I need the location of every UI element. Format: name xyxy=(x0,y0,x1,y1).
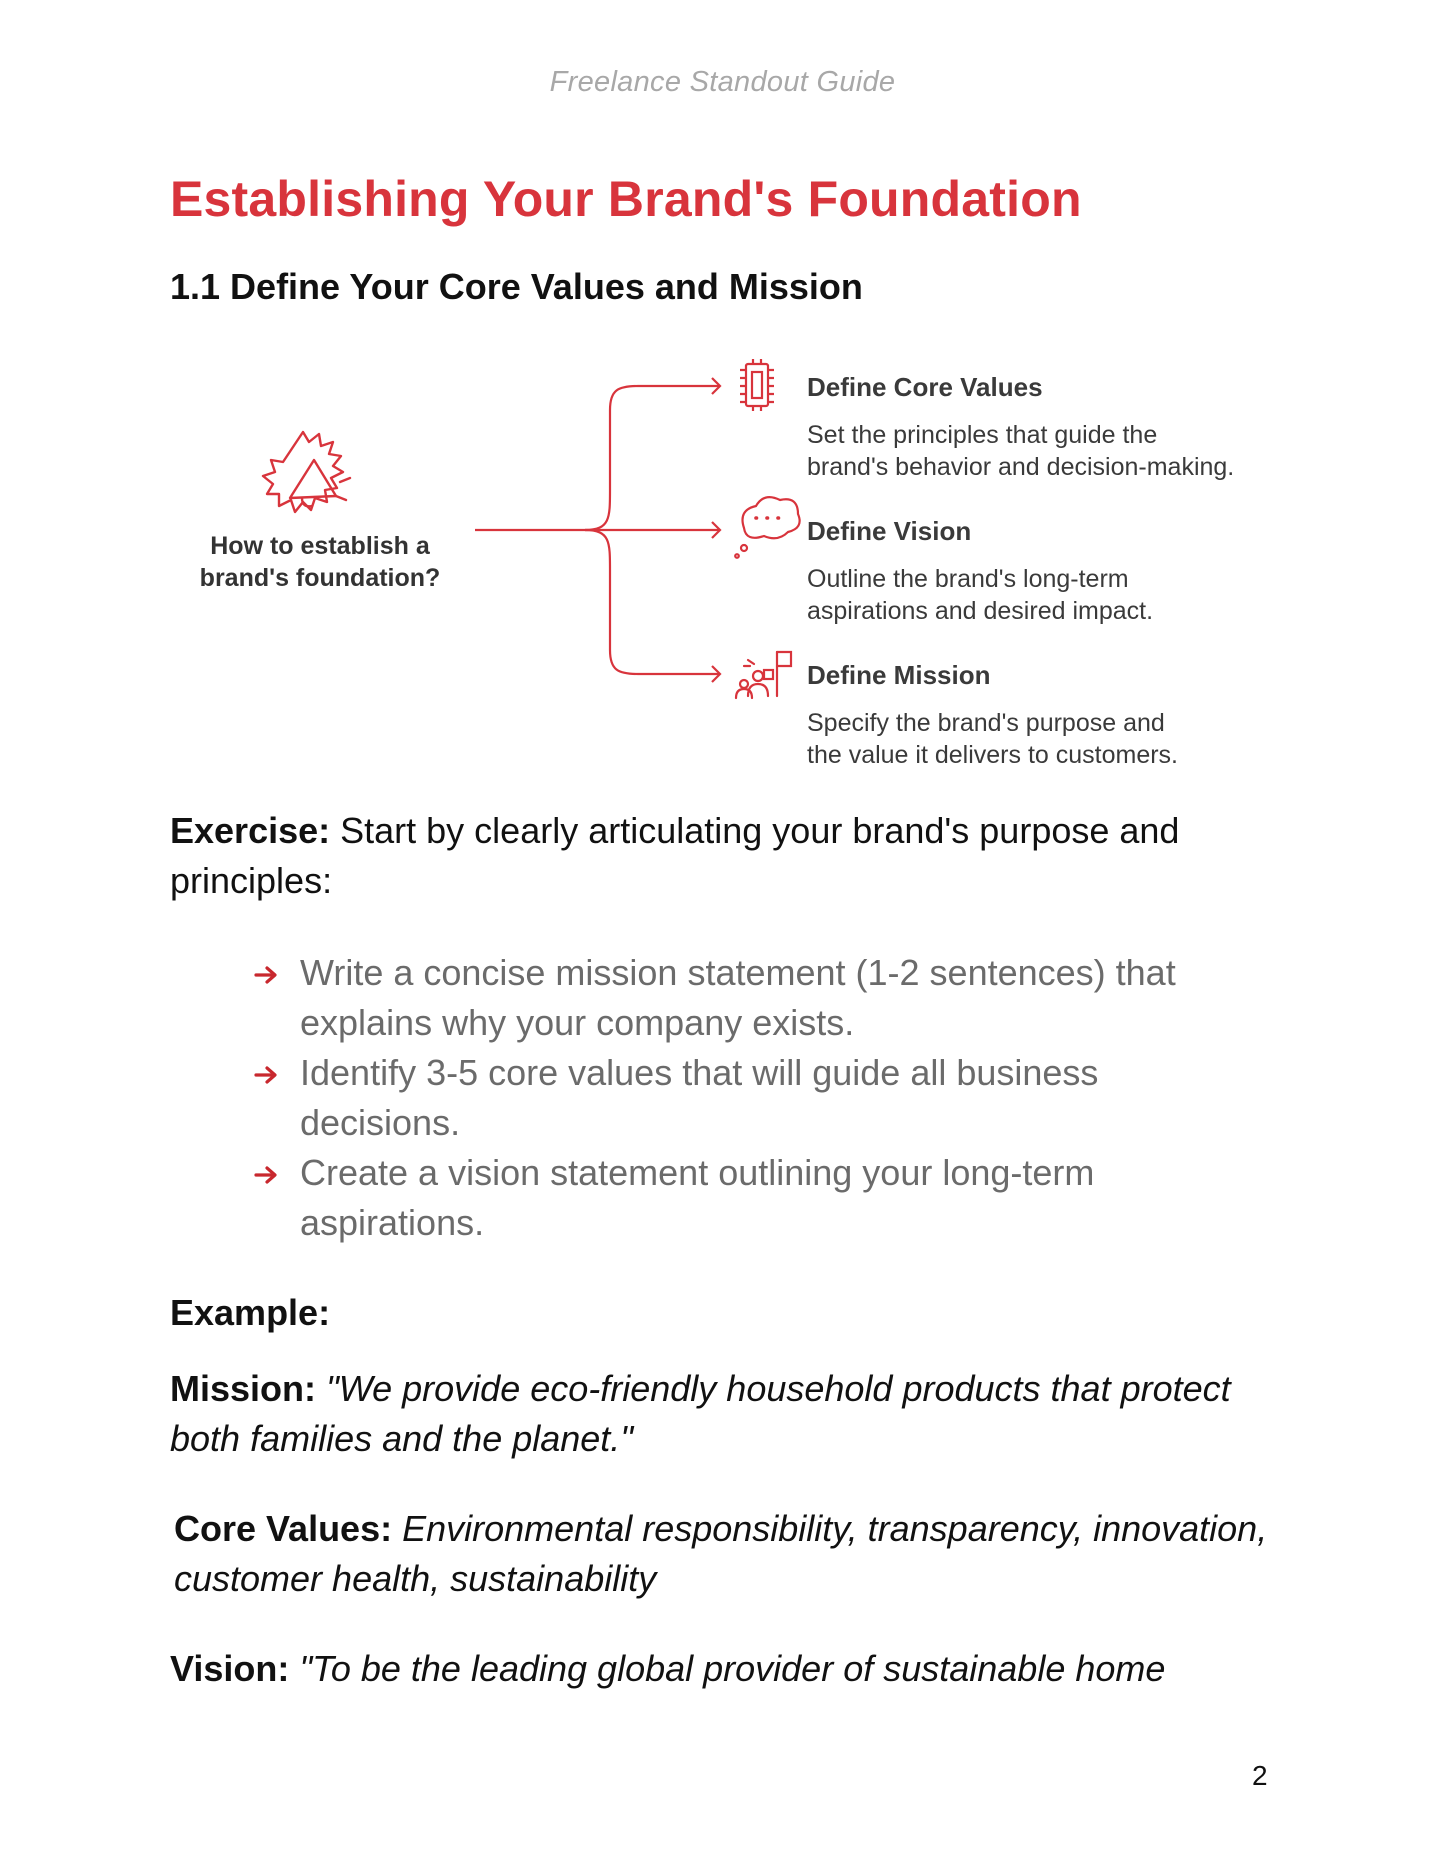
foundation-diagram xyxy=(170,350,1300,780)
vision-text: "To be the leading global provider of sustainable home xyxy=(289,1648,1166,1689)
desc-line-2: aspirations and desired impact. xyxy=(807,597,1154,625)
desc-line-1: Set the principles that guide the xyxy=(807,421,1158,449)
desc-line-2: the value it delivers to customers. xyxy=(807,741,1178,769)
arrow-right-icon xyxy=(254,1066,280,1084)
diagram-item-core-values xyxy=(807,372,1287,483)
question-line-2: brand's foundation? xyxy=(199,564,441,592)
tree-connectors xyxy=(475,378,720,682)
desc-line-1: Specify the brand's purpose and xyxy=(807,709,1165,737)
item-description xyxy=(807,419,1287,483)
item-description xyxy=(807,707,1287,771)
chip-icon xyxy=(740,359,774,411)
diagram-item-mission xyxy=(807,660,1287,771)
item-title: Define Mission xyxy=(807,660,991,690)
list-item xyxy=(250,1048,1250,1148)
running-header: Freelance Standout Guide xyxy=(549,66,896,98)
exercise-label: Exercise: xyxy=(170,810,331,851)
core-values-text: Environmental responsibility, transparency, innovation, customer health, sustainability xyxy=(174,1508,1268,1599)
bullet-text: Identify 3-5 core values that will guide all business decisions. xyxy=(300,1052,1099,1143)
list-item xyxy=(250,1148,1250,1248)
exercise-paragraph xyxy=(170,806,1270,906)
team-flag-icon xyxy=(736,652,791,698)
section-title: Establishing Your Brand's Foundation xyxy=(170,171,1082,227)
example-vision xyxy=(170,1644,1270,1694)
vision-label: Vision: xyxy=(170,1648,290,1689)
desc-line-2: brand's behavior and decision-making. xyxy=(807,453,1235,481)
mission-text: "We provide eco-friendly household products that protect both families and the planet." xyxy=(170,1368,1231,1459)
diagram-item-vision xyxy=(807,516,1287,627)
bullet-text: Create a vision statement outlining your long-term aspirations. xyxy=(300,1152,1095,1243)
question-line-1: How to establish a xyxy=(210,532,430,560)
item-title: Define Vision xyxy=(807,516,972,546)
thought-bubble-icon xyxy=(735,497,799,558)
list-item xyxy=(250,948,1250,1048)
exercise-text: Start by clearly articulating your brand's purpose and principles: xyxy=(170,810,1180,901)
desc-line-1: Outline the brand's long-term xyxy=(807,565,1129,593)
bullet-text: Write a concise mission statement (1-2 sentences) that explains why your company exists. xyxy=(300,952,1176,1043)
item-description xyxy=(807,563,1287,627)
item-title: Define Core Values xyxy=(807,372,1043,402)
page-number: 2 xyxy=(1252,1760,1268,1791)
example-core-values xyxy=(174,1504,1274,1604)
section-subtitle: 1.1 Define Your Core Values and Mission xyxy=(170,266,863,307)
exercise-bullet-list xyxy=(250,948,1250,1248)
arrow-right-icon xyxy=(254,1166,280,1184)
example-mission xyxy=(170,1364,1270,1464)
example-heading: Example: xyxy=(170,1292,331,1333)
core-values-label: Core Values: xyxy=(174,1508,393,1549)
mission-label: Mission: xyxy=(170,1368,317,1409)
arrow-right-icon xyxy=(254,966,280,984)
diagram-question xyxy=(190,530,450,594)
megaphone-icon xyxy=(263,432,350,512)
